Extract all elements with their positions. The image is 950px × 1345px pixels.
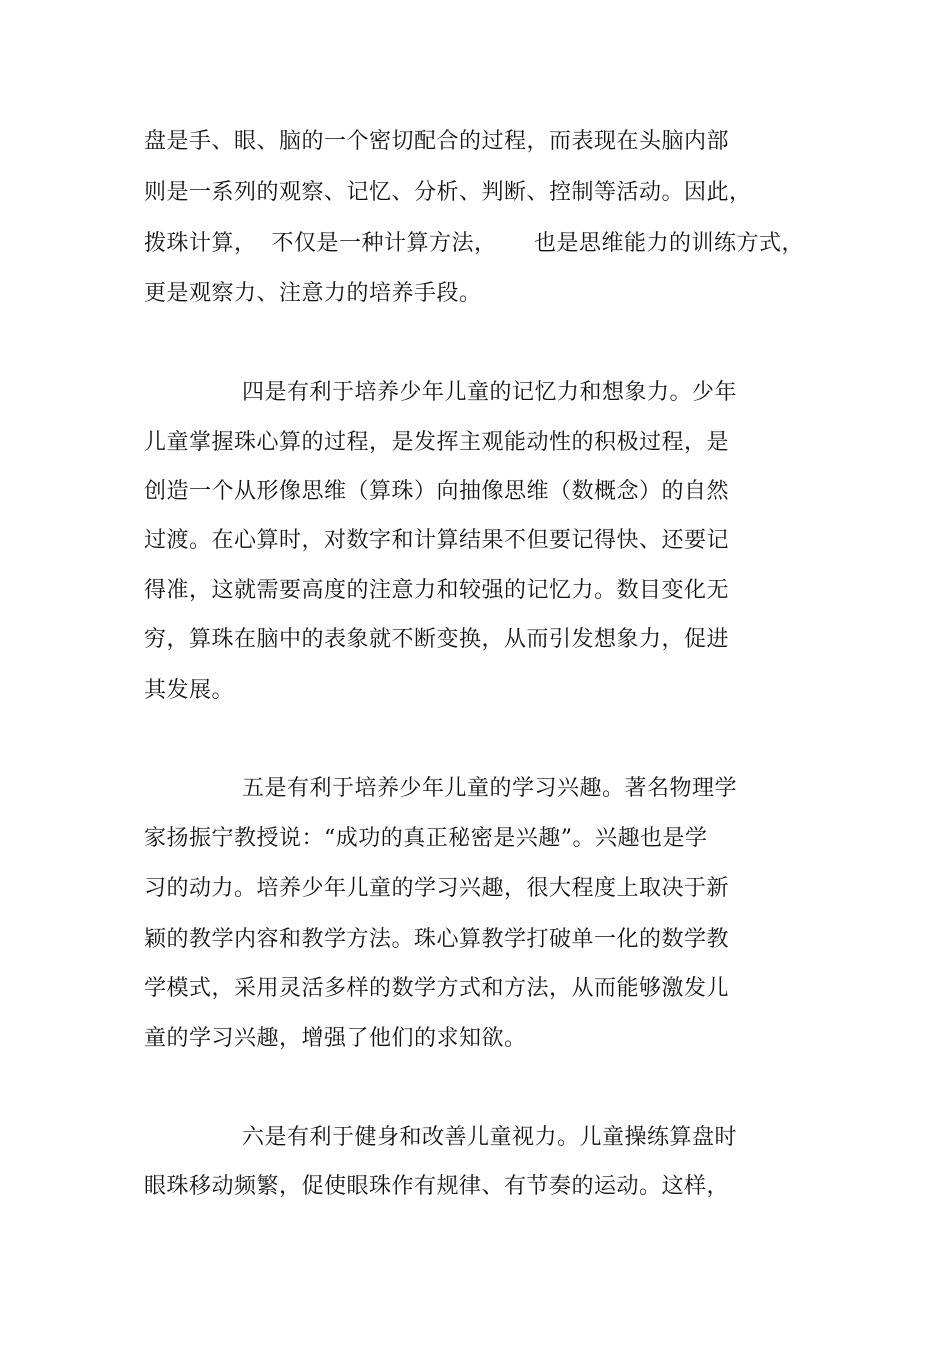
paragraph-2-line-2: 儿童掌握珠心算的过程，是发挥主观能动性的积极过程，是 [144, 430, 730, 455]
paragraph-4-line-1: 六是有利于健身和改善儿童视力。儿童操练算盘时 [242, 1125, 738, 1150]
paragraph-2-line-5: 得准，这就需要高度的注意力和较强的记忆力。数目变化无 [144, 578, 730, 603]
paragraph-2-line-4: 过渡。在心算时，对数字和计算结果不但要记得快、还要记 [144, 528, 730, 553]
paragraph-2-line-6: 穷，算珠在脑中的表象就不断变换，从而引发想象力，促进 [144, 627, 730, 652]
paragraph-1-line-1: 盘是手、眼、脑的一个密切配合的过程，而表现在头脑内部 [144, 129, 730, 154]
paragraph-2-line-7: 其发展。 [144, 678, 235, 703]
paragraph-3-line-3: 习的动力。培养少年儿童的学习兴趣，很大程度上取决于新 [144, 876, 730, 901]
paragraph-2-line-1: 四是有利于培养少年儿童的记忆力和想象力。少年 [242, 380, 738, 405]
paragraph-1-line-4: 更是观察力、注意力的培养手段。 [144, 281, 482, 306]
paragraph-1-line-3: 拨珠计算， 不仅是一种计算方法， 也是思维能力的训练方式， [144, 231, 804, 256]
paragraph-3-line-5: 学模式，采用灵活多样的数学方式和方法，从而能够激发儿 [144, 976, 730, 1001]
paragraph-3-line-4: 颖的教学内容和教学方法。珠心算教学打破单一化的数学教 [144, 927, 730, 952]
paragraph-1-line-2: 则是一系列的观察、记忆、分析、判断、控制等活动。因此， [144, 180, 752, 205]
paragraph-4-line-2: 眼珠移动频繁，促使眼珠作有规律、有节奏的运动。这样， [144, 1174, 730, 1199]
paragraph-3-line-1: 五是有利于培养少年儿童的学习兴趣。著名物理学 [242, 776, 738, 801]
paragraph-2-line-3: 创造一个从形像思维（算珠）向抽像思维（数概念）的自然 [144, 479, 730, 504]
paragraph-3-line-6: 童的学习兴趣，增强了他们的求知欲。 [144, 1026, 527, 1051]
paragraph-3-line-2: 家扬振宁教授说：“成功的真正秘密是兴趣”。兴趣也是学 [144, 826, 708, 851]
